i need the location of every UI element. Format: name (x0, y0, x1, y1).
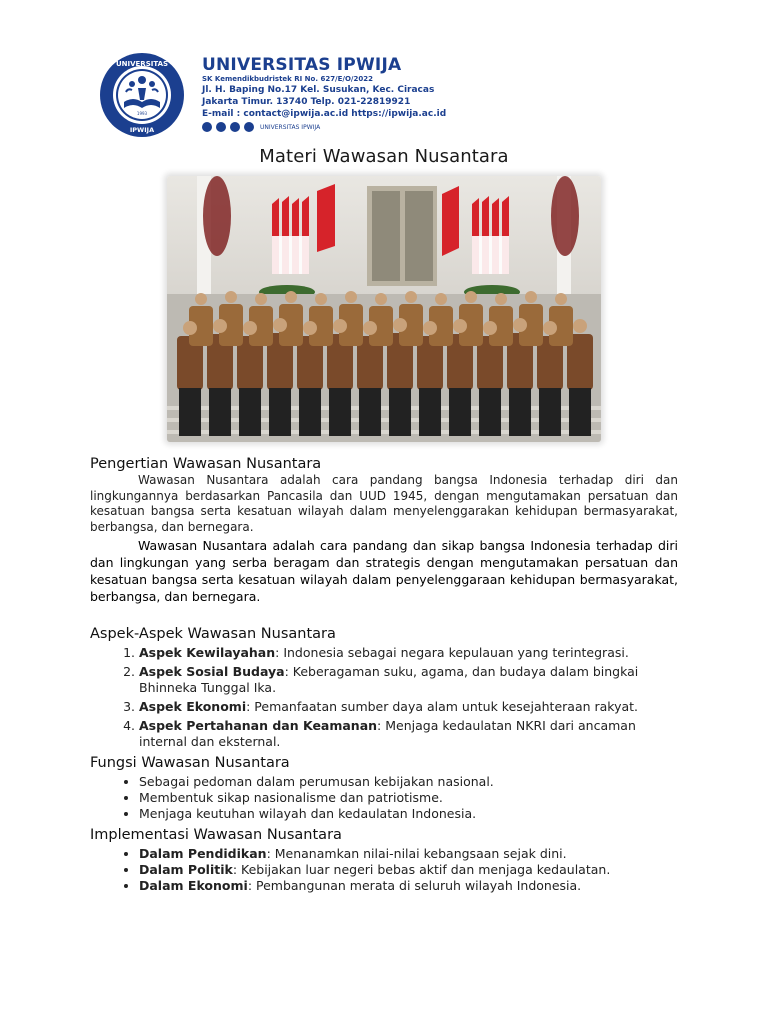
list-item: • Dalam Pendidikan: Menanamkan nilai-nilai kebangsaan sejak dini. (139, 846, 678, 862)
section-heading-fungsi: Fungsi Wawasan Nusantara (90, 755, 290, 771)
list-item: 2. Aspek Sosial Budaya: Keberagaman suku, agama, dan budaya dalam bingkai Bhinneka Tunggal Ika. (139, 664, 678, 696)
implementasi-list (90, 846, 678, 894)
list-item: • Dalam Politik: Kebijakan luar negeri bebas aktif dan menjaga kedaulatan. (139, 862, 678, 878)
youtube-icon (202, 122, 212, 132)
institution-info (202, 55, 447, 132)
address-line-1: Jl. H. Baping No.17 Kel. Susukan, Kec. Ciracas (202, 85, 435, 95)
list-item: • Menjaga keutuhan wilayah dan kedaulatan Indonesia. (139, 806, 678, 822)
list-item: • Sebagai pedoman dalam perumusan kebijakan nasional. (139, 774, 678, 790)
university-seal-logo (98, 52, 186, 138)
university-name: UNIVERSITAS IPWIJA (202, 55, 402, 75)
section-heading-aspek: Aspek-Aspek Wawasan Nusantara (90, 626, 336, 642)
article-body (90, 455, 678, 894)
svg-text:IPWIJA: IPWIJA (129, 126, 155, 134)
aspek-list (90, 645, 678, 750)
contact-line: E-mail : contact@ipwija.ac.id https://ipwija.ac.id (202, 109, 447, 119)
twitter-icon (244, 122, 254, 132)
list-item: 4. Aspek Pertahanan dan Keamanan: Menjaga kedaulatan NKRI dari ancaman internal dan eksternal. (139, 718, 678, 750)
address-line-2: Jakarta Timur. 13740 Telp. 021-22819921 (202, 97, 411, 107)
list-item: 1. Aspek Kewilayahan: Indonesia sebagai negara kepulauan yang terintegrasi. (139, 645, 678, 661)
list-item: • Dalam Ekonomi: Pembangunan merata di seluruh wilayah Indonesia. (139, 878, 678, 894)
social-handle: UNIVERSITAS IPWIJA (260, 123, 321, 131)
facebook-icon (230, 122, 240, 132)
page-title: Materi Wawasan Nusantara (259, 146, 509, 167)
definition-paragraph-2: Wawasan Nusantara adalah cara pandang dan sikap bangsa Indonesia terhadap diri dan lingkungan yang serba beragam dan strategis dengan mengutamakan persatuan dan kesatuan bangsa serta kesatuan wilayah dalam penyelenggaraan kehidupan bermasyarakat, berbangsa, dan bernegara. (90, 538, 678, 604)
decree-number: SK Kemendikbudristek RI No. 627/E/O/2022 (202, 75, 373, 83)
section-heading-implementasi: Implementasi Wawasan Nusantara (90, 827, 342, 843)
group-photo (167, 176, 601, 442)
section-heading-pengertian: Pengertian Wawasan Nusantara (90, 456, 322, 472)
fungsi-list (90, 774, 678, 822)
list-item: • Membentuk sikap nasionalisme dan patriotisme. (139, 790, 678, 806)
letterhead (98, 52, 447, 140)
definition-paragraph-1: Wawasan Nusantara adalah cara pandang bangsa Indonesia terhadap diri dan lingkungannya berdasarkan Pancasila dan UUD 1945, dengan mengutamakan persatuan dan kesatuan bangsa serta kesatuan wilayah dalam menyelenggarakan kehidupan bermasyarakat, berbangsa, dan bernegara. (90, 473, 678, 534)
instagram-icon (216, 122, 226, 132)
svg-text:UNIVERSITAS: UNIVERSITAS (115, 60, 169, 68)
social-icons (202, 122, 442, 132)
svg-text:1993: 1993 (136, 111, 148, 116)
list-item: 3. Aspek Ekonomi: Pemanfaatan sumber daya alam untuk kesejahteraan rakyat. (139, 699, 678, 715)
